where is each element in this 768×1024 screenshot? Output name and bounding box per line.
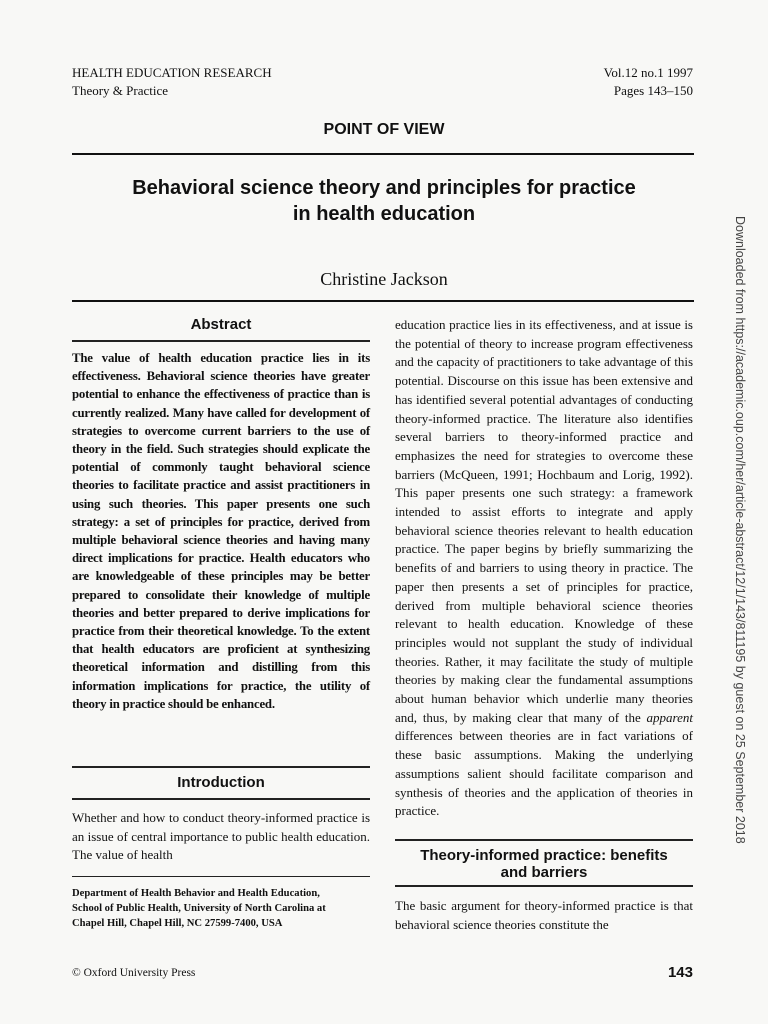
- theory-section-body: The basic argument for theory-informed practice is that behavioral science theories constitute the: [395, 898, 693, 932]
- abstract-heading-rule: [72, 340, 370, 342]
- page-number: 143: [667, 964, 693, 981]
- introduction-heading-rule: [72, 798, 370, 800]
- affiliation-line-1: Department of Health Behavior and Health Education,: [72, 888, 320, 899]
- author-rule: [72, 300, 694, 302]
- abstract-heading: Abstract: [190, 316, 252, 333]
- introduction-heading: Introduction: [177, 774, 265, 791]
- continuation-text-end: differences between theories are in fact variations of these basic assumptions. Making the underlying assumptions salient should facilitate comparison and synthesis of theories and the application of theories in practice.: [395, 728, 693, 819]
- affiliation-line-2: School of Public Health, University of North Carolina at: [72, 903, 326, 914]
- publisher-copyright: © Oxford University Press: [72, 967, 196, 979]
- introduction-continuation: [395, 316, 693, 821]
- journal-subtitle: Theory & Practice: [72, 83, 169, 98]
- page-range: Pages 143–150: [613, 83, 693, 98]
- continuation-text: education practice lies in its effectiveness, and at issue is the potential of theory to increase program effectiveness and the capacity of practitioners to take advantage of this potential. Discourse on this issue has been extensive and has identified several potential advantages of conducting theory-informed practice. The literature also identifies several barriers to theory-informed practice and emphasizes the need for strategies to overcome these barriers (McQueen, 1991; Hochbaum and Lorig, 1992). This paper presents one such strategy: a framework intended to assist efforts to integrate and apply behavioral science theories relevant to health education practice. The paper begins by briefly summarizing the benefits of and barriers to using theory in practice. The paper then presents a set of principles for practice, derived from multiple behavioral science theories relevant to health education. Knowledge of these principles would not supplant the study of individual theories. Rather, it may facilitate the study of multiple theories by making clear the fundamental assumptions about human behavior which underlie many theories and, thus, by making clear that many of the: [395, 317, 693, 725]
- theory-section-heading: [395, 847, 693, 881]
- title-line-2: in health education: [292, 203, 476, 225]
- theory-section-heading-rule: [395, 885, 693, 887]
- theory-heading-line-1: Theory-informed practice: benefits: [420, 847, 668, 864]
- abstract-body: The value of health education practice lies in its effectiveness. Behavioral science theories have greater potential to enhance the effectiveness of practice than is currently realized. Many have called for development of strategies to overcome current barriers to the use of theory in the field. Such strategies should explicate the potential of commonly taught behavioral science theories to facilitate practice and assist practitioners in using such theories. This paper presents one such strategy: a set of principles for practice, derived from multiple behavioral science theories and having many direct implications for practice. Health educators who are knowledgeable of these principles may be better prepared to consolidate their knowledge of multiple theories and better prepared to derive implications for practice from their theoretical knowledge. To the extent that health educators are proficient at synthesizing theoretical information and distilling from this information implications for practice, the utility of theory in practice should be enhanced.: [72, 351, 370, 711]
- emphasis-apparent: apparent: [646, 709, 693, 725]
- volume-info: Vol.12 no.1 1997: [603, 65, 693, 80]
- author-affiliation: [72, 886, 370, 931]
- introduction-body: Whether and how to conduct theory-informed practice is an issue of central importance to public health education. The value of health: [72, 810, 370, 863]
- affiliation-rule: [72, 876, 370, 877]
- theory-heading-line-2: and barriers: [500, 864, 588, 881]
- section-label: POINT OF VIEW: [323, 121, 445, 138]
- article-title: [80, 175, 688, 227]
- title-line-1: Behavioral science theory and principles for practice: [132, 177, 636, 199]
- top-rule: [72, 153, 694, 155]
- download-watermark: Downloaded from https://academic.oup.com/her/article-abstract/12/1/143/811195 by guest on 25 September 2018: [733, 216, 747, 844]
- affiliation-line-3: Chapel Hill, Chapel Hill, NC 27599-7400, USA: [72, 918, 283, 929]
- introduction-top-rule: [72, 766, 370, 768]
- issue-info: [604, 64, 693, 100]
- journal-header: [72, 64, 272, 100]
- author-name: Christine Jackson: [320, 269, 448, 289]
- journal-name: HEALTH EDUCATION RESEARCH: [72, 65, 272, 80]
- theory-section-top-rule: [395, 839, 693, 841]
